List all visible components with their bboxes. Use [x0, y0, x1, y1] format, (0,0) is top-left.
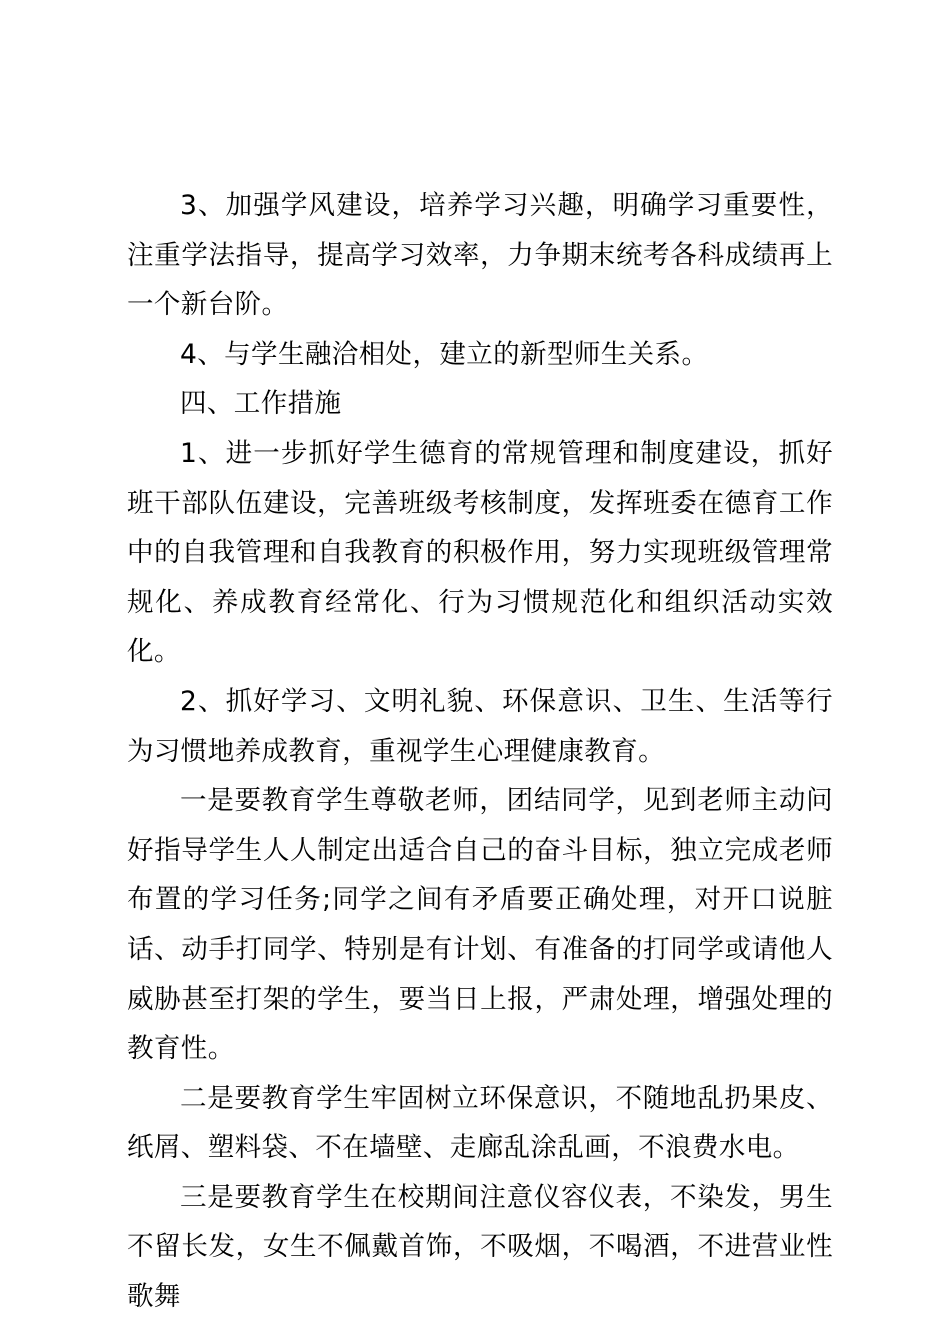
- paragraph-goal-4: 4、与学生融洽相处，建立的新型师生关系。: [180, 338, 709, 370]
- paragraph-measure-1: 1、进一步抓好学生德育的常规管理和制度建设，抓好班干部队伍建设，完善班级考核制度，发挥班委在德育工作中的自我管理和自我教育的积极作用，努力实现班级管理常规化、养成教育经常化、行为习惯规范化和组织活动实效化。: [127, 437, 833, 668]
- paragraph-goal-3: 3、加强学风建设，培养学习兴趣，明确学习重要性，注重学法指导，提高学习效率，力争期末统考各科成绩再上一个新台阶。: [127, 190, 833, 321]
- section-heading-measures: 四、工作措施: [180, 388, 342, 420]
- paragraph-point-two: 二是要教育学生牢固树立环保意识，不随地乱扔果皮、纸屑、塑料袋、不在墙壁、走廊乱涂乱画，不浪费水电。: [127, 1082, 833, 1164]
- paragraph-point-three: 三是要教育学生在校期间注意仪容仪表，不染发，男生不留长发，女生不佩戴首饰，不吸烟，不喝酒，不进营业性歌舞: [127, 1181, 833, 1313]
- paragraph-point-one: 一是要教育学生尊敬老师，团结同学，见到老师主动问好指导学生人人制定出适合自己的奋斗目标，独立完成老师布置的学习任务;同学之间有矛盾要正确处理，对开口说脏话、动手打同学、特别是有计划、有准备的打同学或请他人威胁甚至打架的学生，要当日上报，严肃处理，增强处理的教育性。: [127, 785, 833, 1065]
- document-body: [127, 181, 833, 1322]
- paragraph-measure-2: 2、抓好学习、文明礼貌、环保意识、卫生、生活等行为习惯地养成教育，重视学生心理健康教育。: [127, 685, 833, 767]
